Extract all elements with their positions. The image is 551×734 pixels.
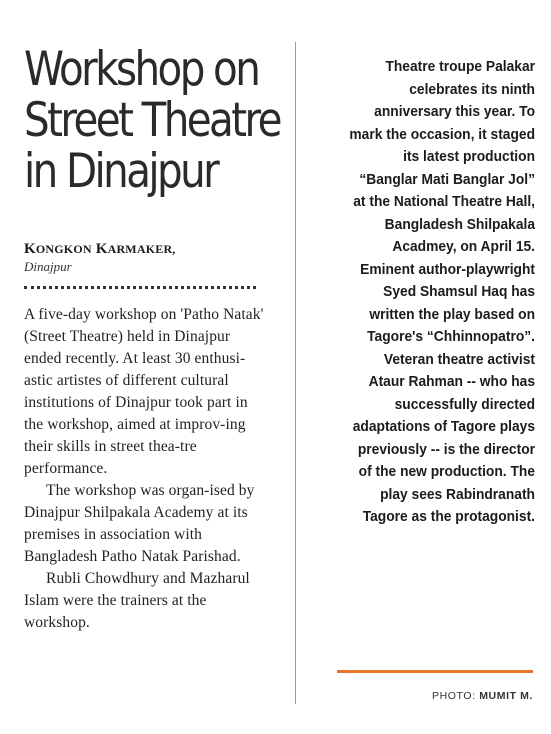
- headline-line: in Dinajpur: [24, 144, 218, 199]
- photo-caption-column: [330, 56, 535, 529]
- byline-rest: ARMAKER,: [107, 242, 176, 256]
- byline-initial: K: [24, 241, 36, 257]
- dateline-location: Dinajpur: [24, 259, 72, 274]
- paragraph: A five-day workshop on 'Patho Natak' (Street Theatre) held in Dinajpur ended recently. At least 30 enthusi-astic artistes of different cultural institutions of Dinajpur took part in the workshop, aimed at improv-ing their skills in street thea-tre performance.: [24, 306, 264, 477]
- byline-initial: K: [95, 241, 108, 257]
- photo-credit-label: PHOTO:: [432, 690, 476, 702]
- paragraph: The workshop was organ-ised by Dinajpur Shilpakala Academy at its premises in association with Bangladesh Patho Natak Parishad.: [24, 482, 255, 565]
- headline-line: Workshop on: [24, 42, 259, 97]
- byline: [24, 241, 286, 258]
- photo-credit: [432, 690, 533, 702]
- article-column: [24, 44, 286, 634]
- photo-caption: Theatre troupe Palakar celebrates its ninth anniversary this year. To mark the occasion, it staged its latest production “Banglar Mati Banglar Jol” at the National Theatre Hall, Bangladesh Shilpakala Acadmey, on April 15. Eminent author-playwright Syed Shamsul Haq has written the play based on Tagore's “Chhinnopatro”. Veteran theatre activist Ataur Rahman -- who has successfully directed adaptations of Tagore plays previously -- is the director of the new production. The play sees Rabindranath Tagore as the protagonist.: [349, 58, 535, 525]
- headline: [24, 42, 280, 199]
- paragraph: Rubli Chowdhury and Mazharul Islam were the trainers at the workshop.: [24, 570, 250, 631]
- article-body: [24, 304, 269, 634]
- photo-credit-name: MUMIT M.: [479, 690, 533, 702]
- byline-rest: ONGKON: [35, 242, 92, 256]
- headline-line: Street Theatre: [24, 93, 280, 148]
- dotted-divider: [24, 286, 256, 289]
- column-divider: [295, 42, 296, 704]
- accent-rule: [337, 670, 533, 673]
